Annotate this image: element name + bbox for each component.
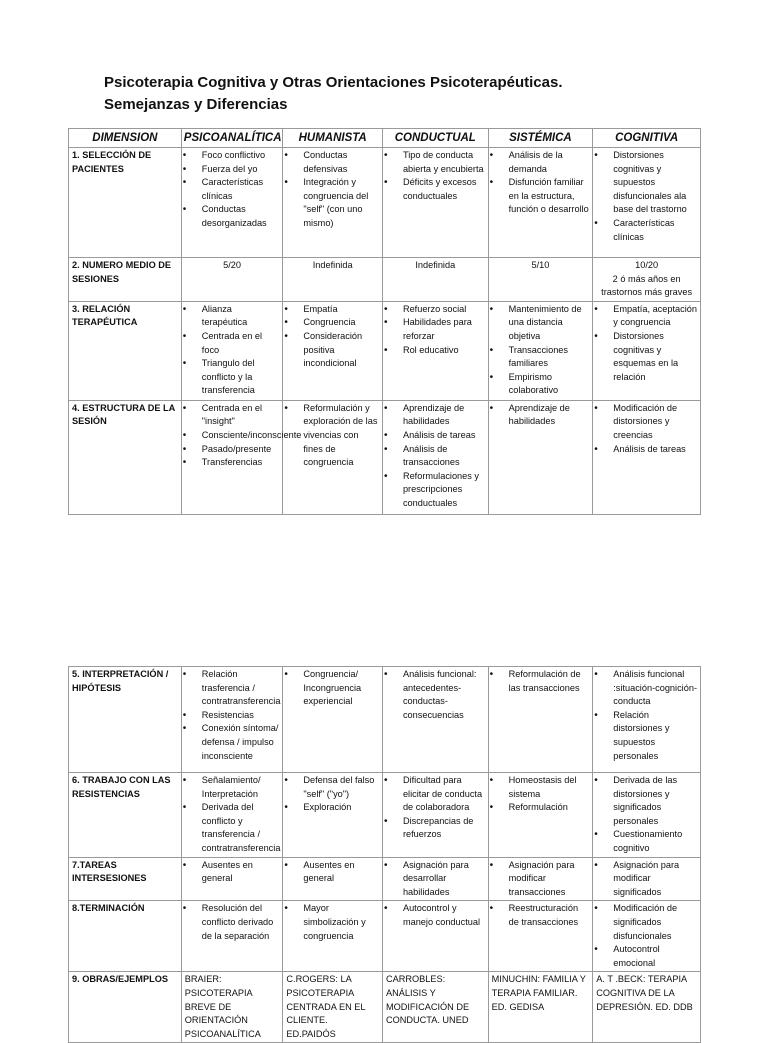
cell-humanista xyxy=(283,901,383,972)
row-dimension: 6. TRABAJO CON LAS RESISTENCIAS xyxy=(69,773,182,858)
list-item: • Disfunción familiar en la estructura, función o desarrollo xyxy=(492,176,590,217)
cell-psicoanalitica xyxy=(181,301,283,400)
cell-conductual xyxy=(382,400,488,514)
row-dimension: 8.TERMINACIÓN xyxy=(69,901,182,972)
cell-psicoanalitica xyxy=(181,773,283,858)
cell-conductual: CARROBLES: ANÁLISIS Y MODIFICACIÓN DE CONDUCTA. UNED xyxy=(382,972,488,1043)
cell-sistemica xyxy=(488,148,593,258)
cell-sistemica: 5/10 xyxy=(488,258,593,302)
list-item: • Empirismo colaborativo xyxy=(492,371,590,398)
cell-psicoanalitica xyxy=(181,667,283,773)
cell-cognitiva xyxy=(593,901,701,972)
cell-sistemica xyxy=(488,667,593,773)
cell-humanista xyxy=(283,400,383,514)
comparison-table-part-1 xyxy=(68,128,701,515)
cell-cognitiva xyxy=(593,857,701,901)
header-sistemica: SISTÉMICA xyxy=(488,129,593,148)
cell-cognitiva xyxy=(593,667,701,773)
row-dimension: 1. SELECCIÓN DE PACIENTES xyxy=(69,148,182,258)
list-item: • Habilidades para reforzar xyxy=(386,316,485,343)
list-item: • Empatía, aceptación y congruencia xyxy=(596,303,697,330)
list-item: • Reformulación de las transacciones xyxy=(492,668,590,695)
list-item: • Aprendizaje de habilidades xyxy=(386,402,485,429)
table-row xyxy=(69,258,701,302)
list-item: • Análisis de transacciones xyxy=(386,443,485,470)
list-item: • Ausentes en general xyxy=(286,859,379,886)
cell-humanista xyxy=(283,667,383,773)
table-row xyxy=(69,773,701,858)
list-item: • Congruencia/ Incongruencia experiencial xyxy=(286,668,379,709)
cell-cognitiva xyxy=(593,301,701,400)
list-item: • Reformulación y exploración de las vivencias con fines de congruencia xyxy=(286,402,379,470)
cell-humanista xyxy=(283,857,383,901)
list-item: • Asignación para modificar transacciones xyxy=(492,859,590,900)
list-item: • Derivada de las distorsiones y significados personales xyxy=(596,774,697,828)
table-header-row xyxy=(69,129,701,148)
list-item: • Autocontrol y manejo conductual xyxy=(386,902,485,929)
row-dimension: 3. RELACIÓN TERAPÉUTICA xyxy=(69,301,182,400)
comparison-table-part-2 xyxy=(68,666,701,1043)
row-dimension: 7.TAREAS INTERSESIONES xyxy=(69,857,182,901)
list-item: • Características clínicas xyxy=(596,217,697,244)
cell-sistemica xyxy=(488,773,593,858)
list-item: • Refuerzo social xyxy=(386,303,485,317)
list-item: • Mantenimiento de una distancia objetiva xyxy=(492,303,590,344)
list-item: • Reformulaciones y prescripciones conductuales xyxy=(386,470,485,511)
list-item: • Reformulación xyxy=(492,801,590,815)
list-item: • Conductas desorganizadas xyxy=(185,203,280,230)
list-item: • Déficits y excesos conductuales xyxy=(386,176,485,203)
list-item: • Análisis funcional: antecedentes-conductas-consecuencias xyxy=(386,668,485,722)
list-item: • Distorsiones cognitivas y supuestos disfuncionales ala base del trastorno xyxy=(596,149,697,217)
list-item: • Modificación de distorsiones y creencias xyxy=(596,402,697,443)
cell-cognitiva: A. T .BECK: TERAPIA COGNITIVA DE LA DEPRESIÓN. ED. DDB xyxy=(593,972,701,1043)
list-item: • Conexión síntoma/ defensa / impulso inconsciente xyxy=(185,722,280,763)
cell-conductual xyxy=(382,667,488,773)
list-item: • Mayor simbolización y congruencia xyxy=(286,902,379,943)
list-item: • Resolución del conflicto derivado de la separación xyxy=(185,902,280,943)
list-item: • Consciente/inconsciente xyxy=(185,429,280,443)
list-item: • Señalamiento/ Interpretación xyxy=(185,774,280,801)
cell-cognitiva xyxy=(593,773,701,858)
table-row xyxy=(69,857,701,901)
cell-humanista: Indefinida xyxy=(283,258,383,302)
list-item: • Relación distorsiones y supuestos personales xyxy=(596,709,697,763)
list-item: • Cuestionamiento cognitivo xyxy=(596,828,697,855)
cell-humanista: C.ROGERS: LA PSICOTERAPIA CENTRADA EN EL CLIENTE. ED.PAIDÓS xyxy=(283,972,383,1043)
list-item: • Análisis de la demanda xyxy=(492,149,590,176)
table-row xyxy=(69,972,701,1043)
cell-humanista xyxy=(283,773,383,858)
list-item: • Características clínicas xyxy=(185,176,280,203)
header-psicoanalitica: PSICOANALÍTICA xyxy=(181,129,283,148)
list-item: • Fuerza del yo xyxy=(185,163,280,177)
cell-conductual: Indefinida xyxy=(382,258,488,302)
row-dimension: 9. OBRAS/EJEMPLOS xyxy=(69,972,182,1043)
list-item: • Transferencias xyxy=(185,456,280,470)
title-line-1: Psicoterapia Cognitiva y Otras Orientaciones Psicoterapéuticas. xyxy=(104,74,563,91)
list-item: • Pasado/presente xyxy=(185,443,280,457)
list-item: • Centrada en el "insight" xyxy=(185,402,280,429)
table-row xyxy=(69,400,701,514)
cell-sistemica: MINUCHIN: FAMILIA Y TERAPIA FAMILIAR. ED. GEDISA xyxy=(488,972,593,1043)
list-item: • Análisis de tareas xyxy=(596,443,697,457)
document-title xyxy=(104,72,704,116)
table-row xyxy=(69,148,701,258)
cell-sistemica xyxy=(488,857,593,901)
cell-conductual xyxy=(382,857,488,901)
header-humanista: HUMANISTA xyxy=(283,129,383,148)
cell-sistemica xyxy=(488,901,593,972)
list-item: • Alianza terapéutica xyxy=(185,303,280,330)
list-item: • Exploración xyxy=(286,801,379,815)
list-item: • Modificación de significados disfuncionales xyxy=(596,902,697,943)
cell-cognitiva xyxy=(593,148,701,258)
cell-conductual xyxy=(382,148,488,258)
list-item: • Resistencias xyxy=(185,709,280,723)
row-dimension: 2. NUMERO MEDIO DE SESIONES xyxy=(69,258,182,302)
header-conductual: CONDUCTUAL xyxy=(382,129,488,148)
row-dimension: 4. ESTRUCTURA DE LA SESIÓN xyxy=(69,400,182,514)
list-item: • Derivada del conflicto y transferencia / contratransferencia xyxy=(185,801,280,855)
list-item: • Análisis de tareas xyxy=(386,429,485,443)
list-item: • Dificultad para elicitar de conducta de colaboradora xyxy=(386,774,485,815)
list-item: • Defensa del falso "self" ("yo") xyxy=(286,774,379,801)
cell-conductual xyxy=(382,301,488,400)
list-item: • Centrada en el foco xyxy=(185,330,280,357)
list-item: • Empatía xyxy=(286,303,379,317)
list-item: • Aprendizaje de habilidades xyxy=(492,402,590,429)
list-item: • Reestructuración de transacciones xyxy=(492,902,590,929)
cell-psicoanalitica xyxy=(181,857,283,901)
list-item: • Análisis funcional :situación-cognición-conducta xyxy=(596,668,697,709)
cell-sistemica xyxy=(488,400,593,514)
list-item: • Triangulo del conflicto y la transferencia xyxy=(185,357,280,398)
list-item: • Transacciones familiares xyxy=(492,344,590,371)
cell-psicoanalitica xyxy=(181,400,302,514)
cell-cognitiva xyxy=(593,258,701,302)
list-item: • Consideración positiva incondicional xyxy=(286,330,379,371)
header-dimension: DIMENSION xyxy=(69,129,182,148)
list-item: • Congruencia xyxy=(286,316,379,330)
cell-line: 10/20 xyxy=(635,260,659,270)
cell-conductual xyxy=(382,773,488,858)
list-item: • Discrepancias de refuerzos xyxy=(386,815,485,842)
cell-sistemica xyxy=(488,301,593,400)
row-dimension: 5. INTERPRETACIÓN / HIPÓTESIS xyxy=(69,667,182,773)
cell-humanista xyxy=(283,148,383,258)
list-item: • Relación trasferencia / contratransferencia xyxy=(185,668,280,709)
list-item: • Foco conflictivo xyxy=(185,149,280,163)
list-item: • Asignación para desarrollar habilidades xyxy=(386,859,485,900)
table-row xyxy=(69,301,701,400)
table-row xyxy=(69,667,701,773)
list-item: • Homeostasis del sistema xyxy=(492,774,590,801)
cell-psicoanalitica: BRAIER: PSICOTERAPIA BREVE DE ORIENTACIÓN PSICOANALÍTICA xyxy=(181,972,283,1043)
title-line-2: Semejanzas y Diferencias xyxy=(104,96,288,113)
cell-cognitiva xyxy=(593,400,701,514)
list-item: • Tipo de conducta abierta y encubierta xyxy=(386,149,485,176)
list-item: • Rol educativo xyxy=(386,344,485,358)
list-item: • Distorsiones cognitivas y esquemas en la relación xyxy=(596,330,697,384)
cell-psicoanalitica: 5/20 xyxy=(181,258,283,302)
header-cognitiva: COGNITIVA xyxy=(593,129,701,148)
list-item: • Integración y congruencia del "self" (con uno mismo) xyxy=(286,176,379,230)
list-item: • Ausentes en general xyxy=(185,859,280,886)
list-item: • Autocontrol emocional xyxy=(596,943,697,970)
cell-line: 2 ó más años en trastornos más graves xyxy=(601,273,693,298)
list-item: • Conductas defensivas xyxy=(286,149,379,176)
cell-psicoanalitica xyxy=(181,148,283,258)
table-row xyxy=(69,901,701,972)
cell-conductual xyxy=(382,901,488,972)
cell-humanista xyxy=(283,301,383,400)
cell-psicoanalitica xyxy=(181,901,283,972)
list-item: • Asignación para modificar significados xyxy=(596,859,697,900)
